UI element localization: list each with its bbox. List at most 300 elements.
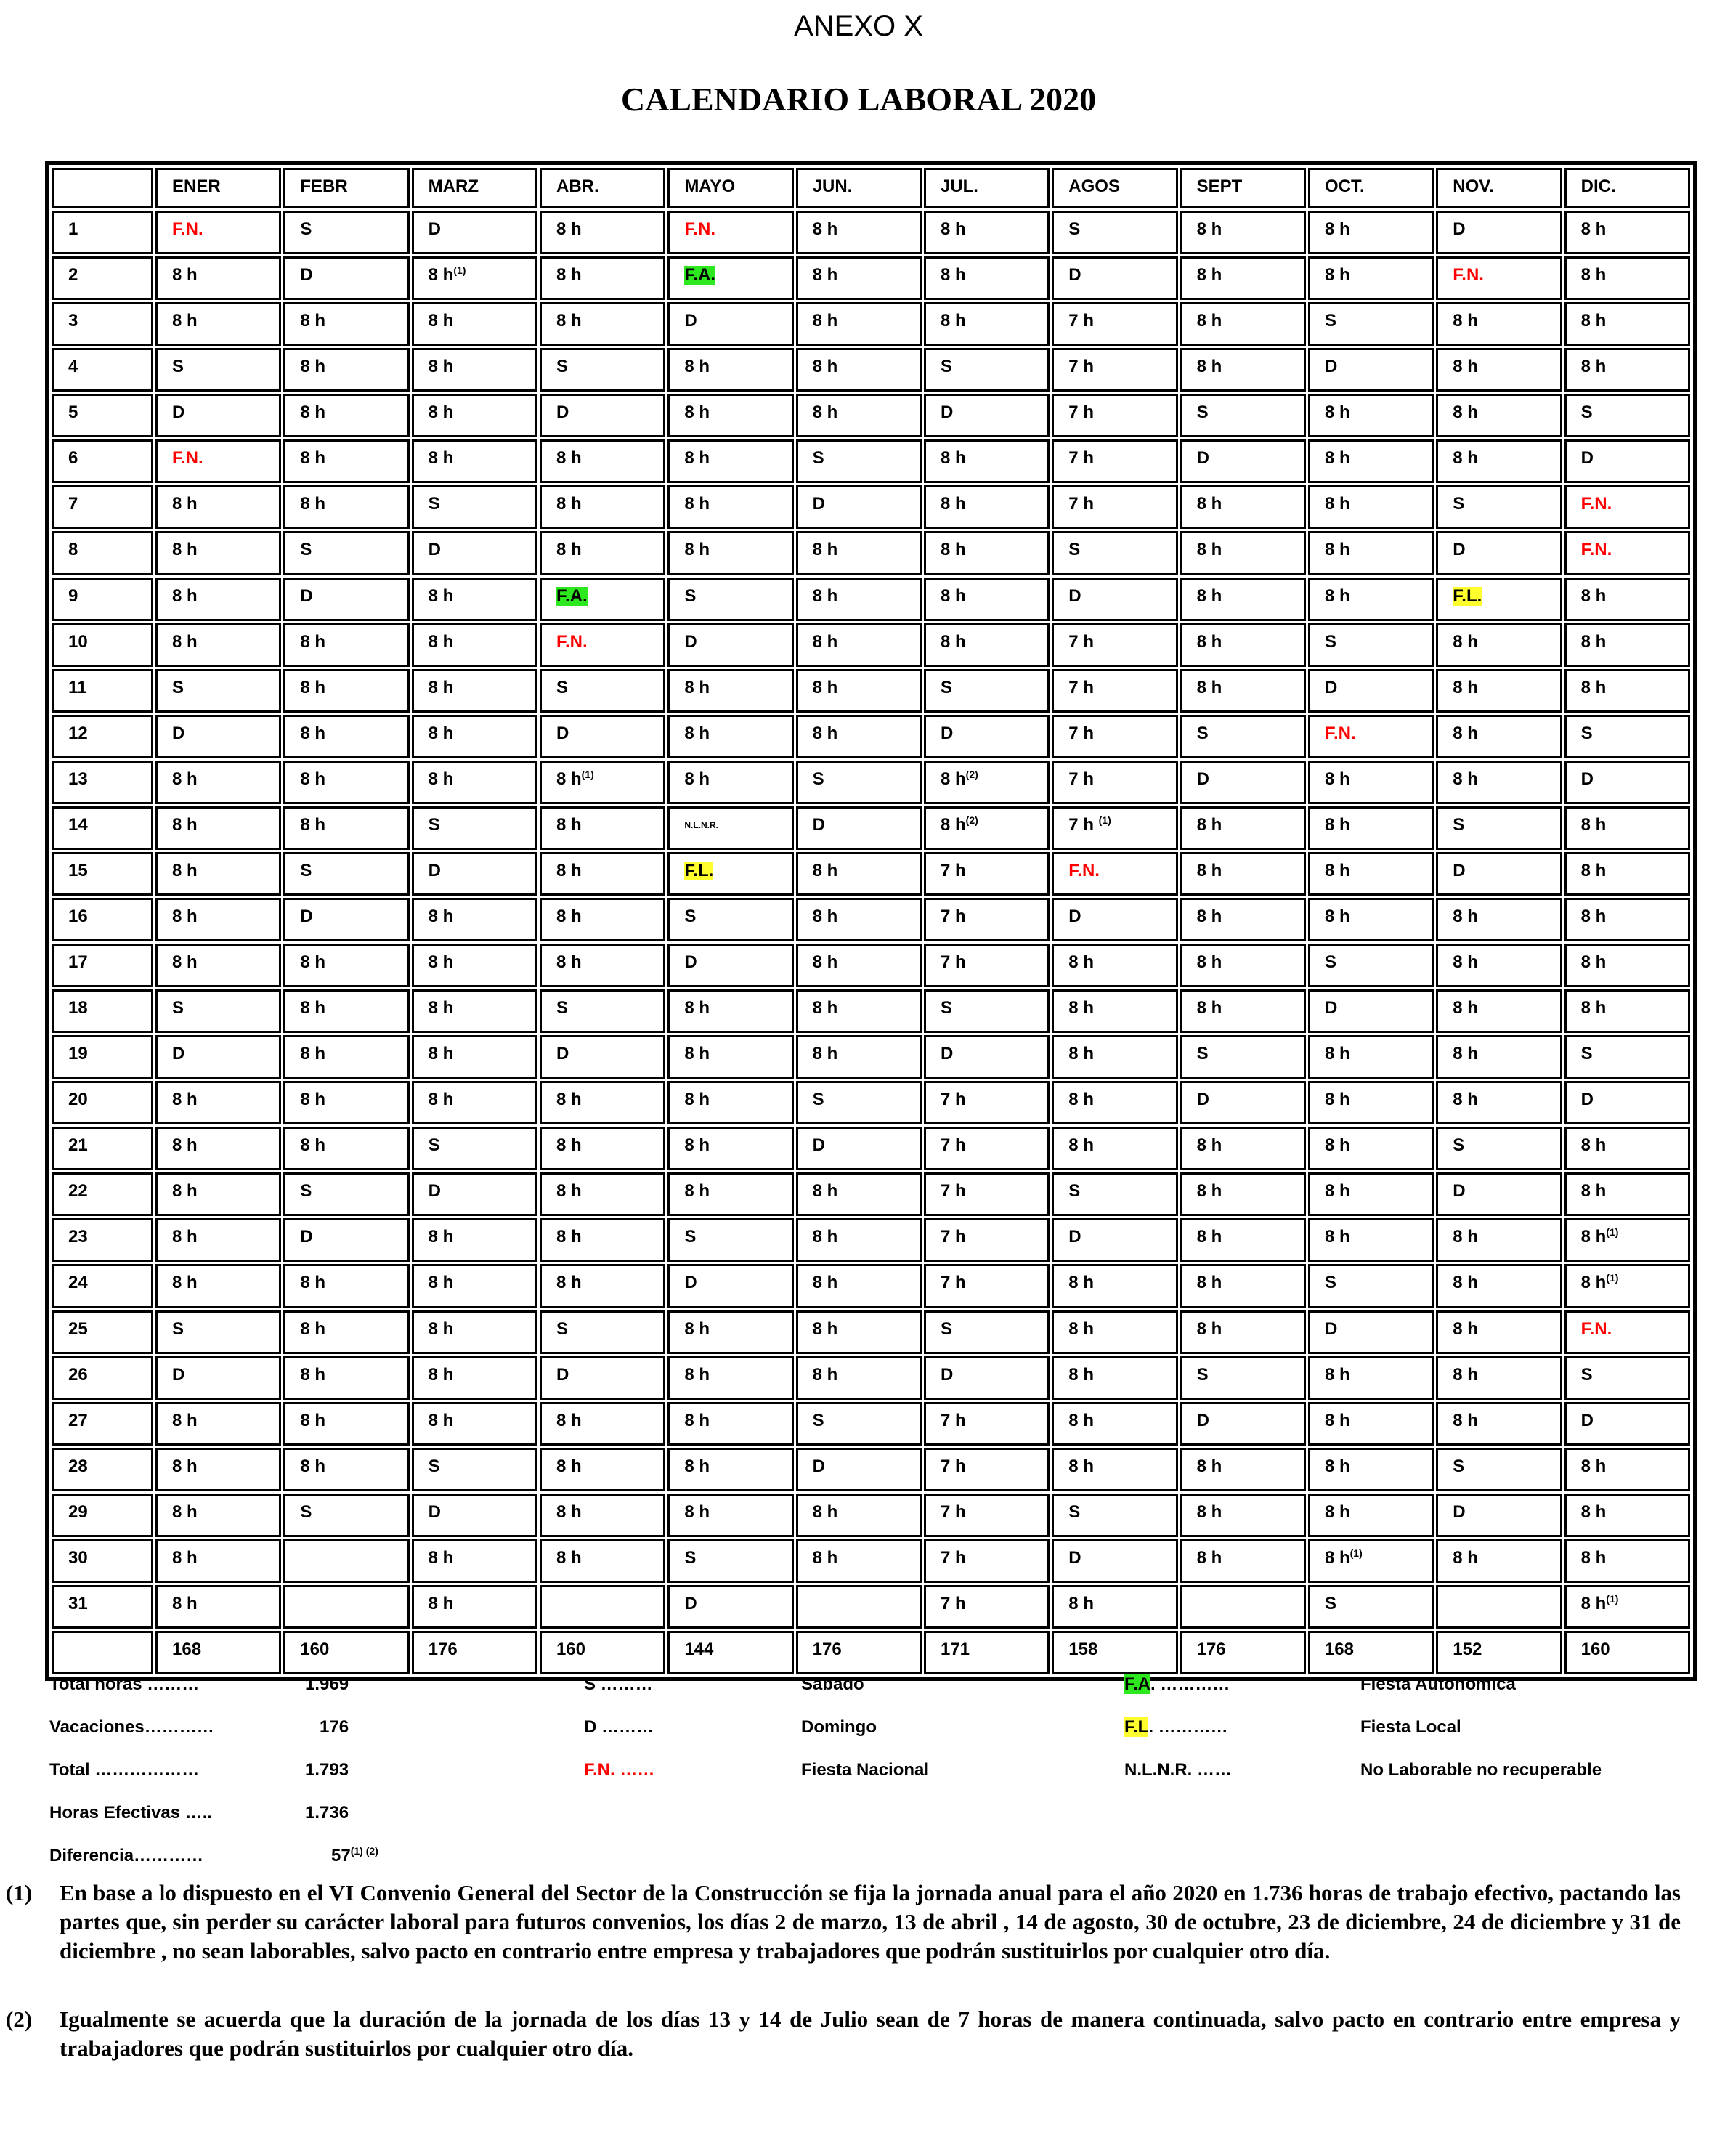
cell-value: S [812, 1410, 824, 1430]
month-total-cell [283, 1631, 409, 1674]
cell-value: 8 h [300, 769, 326, 789]
cell-value: 8 h [1196, 952, 1222, 972]
total-horas-value: 1.969 [305, 1674, 349, 1694]
cell-value: 8 h [556, 906, 582, 926]
cell-value: 8 h [1196, 1547, 1222, 1568]
day-cell [283, 531, 409, 575]
cell-value: F.L. [1453, 585, 1482, 606]
day-cell [155, 1402, 281, 1446]
legend-fn-text: Fiesta Nacional [801, 1760, 930, 1780]
cell-value: S [684, 585, 697, 606]
cell-value: 8 h [1068, 1135, 1094, 1156]
cell-value: 168 [172, 1639, 202, 1659]
day-number: 26 [68, 1364, 88, 1385]
cell-value: 8 h [556, 814, 582, 835]
day-cell [1052, 1356, 1177, 1400]
day-cell [796, 1585, 922, 1629]
day-number-cell [52, 898, 153, 941]
cell-value: 8 h [428, 1364, 454, 1385]
cell-value: D [428, 219, 441, 239]
day-cell [540, 394, 665, 437]
month-label: OCT. [1324, 177, 1365, 196]
day-cell [1180, 439, 1306, 483]
footnote-1-text: En base a lo dispuesto en el VI Convenio General del Sector de la Construcción se fija la jornada anual para el año 2020 en 1.736 horas de trabajo efectivo, pactando las partes que, sin perder su carácter laboral para futuros convenios, los días 2 de marzo, 13 de abril , 14 de agosto, 30 de octubre, 23 de diciembre, 24 de diciembre y 31 de diciembre , no sean laborables, salvo pacto en contrario entre empresa y trabajadores que podrán sustituirlos por cualquier otro día. [60, 1880, 1681, 1963]
day-number: 8 [68, 540, 78, 560]
cell-value: 8 h [1196, 860, 1222, 880]
day-cell [1436, 806, 1562, 850]
day-cell [412, 1356, 537, 1400]
day-cell [412, 578, 537, 621]
cell-value: 8 h [1580, 1456, 1607, 1476]
cell-value: D [684, 952, 697, 972]
day-number: 7 [68, 494, 78, 514]
day-cell [1308, 1035, 1434, 1079]
cell-value: 8 h [556, 494, 582, 514]
day-number: 12 [68, 723, 88, 743]
cell-value: 8 h [300, 311, 326, 331]
day-cell [667, 578, 793, 621]
cell-value: 7 h $^{(1)}$ [1068, 814, 1111, 835]
day-cell [1052, 531, 1177, 575]
cell-value: 8 h [300, 1135, 326, 1156]
day-cell [540, 1081, 665, 1124]
day-cell [924, 989, 1050, 1033]
cell-value: S [1324, 1593, 1336, 1613]
cell-value: 8 h [172, 769, 198, 789]
day-number-cell [52, 348, 153, 392]
cell-value: 7 h [940, 1273, 966, 1293]
day-cell [924, 1356, 1050, 1400]
day-number-cell [52, 623, 153, 667]
day-number: 2 [68, 265, 78, 285]
day-cell [924, 852, 1050, 896]
day-cell [1052, 1539, 1177, 1583]
day-cell [1180, 348, 1306, 392]
day-row [52, 944, 1690, 987]
day-cell [283, 1448, 409, 1491]
cell-value: D [556, 1364, 569, 1385]
day-cell [796, 944, 922, 987]
day-cell [1052, 1081, 1177, 1124]
cell-value: 8 h [1453, 1318, 1478, 1339]
cell-value: 8 h [172, 1456, 198, 1476]
day-row [52, 761, 1690, 804]
cell-value: D [428, 860, 441, 880]
vacaciones-value: 176 [320, 1717, 349, 1737]
day-cell [1436, 211, 1562, 254]
day-cell [796, 715, 922, 758]
month-label: ENER [172, 177, 221, 196]
month-header [1308, 168, 1434, 208]
cell-value: 8 h [812, 860, 838, 880]
cell-value: F.N. [684, 219, 715, 239]
cell-value: 8 h [812, 1547, 838, 1568]
cell-value: D [684, 1273, 697, 1293]
day-number-cell [52, 531, 153, 575]
cell-value: 8 h [300, 1410, 326, 1430]
day-cell [667, 394, 793, 437]
day-cell [540, 1035, 665, 1079]
month-total-cell [1564, 1631, 1690, 1674]
day-cell [1564, 211, 1690, 254]
cell-value: 8 h [172, 860, 198, 880]
cell-value: D [1068, 1227, 1081, 1247]
cell-value: 8 h [812, 906, 838, 926]
day-cell [1308, 944, 1434, 987]
cell-value: 171 [940, 1639, 970, 1659]
cell-value: 8 h [428, 1227, 454, 1247]
cell-value: 8 h [1068, 1410, 1094, 1430]
day-cell [540, 1127, 665, 1170]
day-number: 4 [68, 357, 78, 377]
day-cell [1180, 485, 1306, 529]
day-number: 19 [68, 1044, 88, 1064]
day-cell [1436, 1539, 1562, 1583]
cell-value: 8 h [1196, 998, 1222, 1018]
cell-value: 8 h [172, 1410, 198, 1430]
day-cell [1436, 852, 1562, 896]
legend-d-text: Domingo [801, 1717, 877, 1737]
day-cell [1436, 1310, 1562, 1354]
cell-value: 8 h [1580, 311, 1607, 331]
cell-value: 8 h [1324, 1044, 1350, 1064]
cell-value: 8 h [1324, 769, 1350, 789]
cell-value: 8 h [428, 1318, 454, 1339]
day-cell [412, 715, 537, 758]
cell-value: 176 [428, 1639, 458, 1659]
day-cell [1308, 1172, 1434, 1216]
day-cell [1564, 531, 1690, 575]
cell-value: 8 h [428, 1090, 454, 1110]
cell-value: F.N. [172, 448, 203, 469]
day-cell [1180, 669, 1306, 713]
day-number-cell [52, 1402, 153, 1446]
day-number: 29 [68, 1502, 88, 1522]
cell-value: 8 h [1196, 1181, 1222, 1201]
day-cell [1308, 302, 1434, 346]
total-horas-label: Total horas ……… [49, 1674, 200, 1694]
day-cell [924, 1081, 1050, 1124]
day-number-cell [52, 1356, 153, 1400]
cell-value: D [300, 1227, 313, 1247]
cell-value: 7 h [1068, 448, 1094, 469]
cell-value: 8 h [556, 1502, 582, 1522]
day-cell [924, 348, 1050, 392]
month-label: MAYO [684, 177, 736, 196]
day-cell [667, 1310, 793, 1354]
cell-value: 8 h [1453, 1044, 1478, 1064]
day-number: 14 [68, 814, 88, 835]
cell-value: D [812, 494, 825, 514]
day-cell [1052, 1310, 1177, 1354]
cell-value: D [684, 1593, 697, 1613]
cell-value: 8 h [300, 1318, 326, 1339]
cell-value: 8 h [1453, 769, 1478, 789]
cell-value: 8 h [172, 585, 198, 606]
cell-value: 7 h [1068, 723, 1094, 743]
day-row [52, 1402, 1690, 1446]
cell-value: 8 h [1324, 494, 1350, 514]
cell-value: 8 h [684, 494, 710, 514]
calendar-table [49, 166, 1692, 1677]
month-total-cell [412, 1631, 537, 1674]
cell-value: 8 h [1453, 723, 1478, 743]
day-cell [1180, 531, 1306, 575]
day-cell [667, 1356, 793, 1400]
cell-value: 8 $h^{(1)}$ [1580, 1592, 1619, 1613]
day-cell [667, 898, 793, 941]
legend-fa-dots: . ………… [1150, 1674, 1230, 1694]
cell-value: D [1196, 1410, 1209, 1430]
day-cell [155, 302, 281, 346]
day-cell [796, 348, 922, 392]
cell-value: D [1196, 448, 1209, 469]
cell-value: F.N. [1453, 265, 1484, 285]
day-cell [667, 1494, 793, 1537]
day-cell [540, 302, 665, 346]
cell-value: 8 h [1324, 860, 1350, 880]
day-cell [1308, 852, 1434, 896]
cell-value: 8 h [812, 952, 838, 972]
cell-value: 8 h [1324, 540, 1350, 560]
cell-value: 8 h [1196, 1502, 1222, 1522]
day-cell [1564, 944, 1690, 987]
day-number-cell [52, 761, 153, 804]
day-cell [1180, 256, 1306, 300]
day-row [52, 1218, 1690, 1262]
day-cell [924, 1585, 1050, 1629]
day-cell [667, 1448, 793, 1491]
cell-value: D [300, 906, 313, 926]
cell-value: 8 h [1580, 998, 1607, 1018]
legend-s-text: Sábado [801, 1674, 864, 1694]
day-cell [924, 1035, 1050, 1079]
cell-value: 8 h [684, 998, 710, 1018]
day-cell [540, 1218, 665, 1262]
day-cell [796, 1218, 922, 1262]
cell-value: D [428, 1181, 441, 1201]
cell-value: S [1580, 402, 1593, 423]
day-cell [1180, 761, 1306, 804]
day-cell [540, 485, 665, 529]
month-header [924, 168, 1050, 208]
cell-value: 8 h [172, 1135, 198, 1156]
cell-value: S [940, 998, 952, 1018]
cell-value: 8 h [428, 448, 454, 469]
day-cell [1564, 806, 1690, 850]
day-cell [1180, 394, 1306, 437]
day-cell [667, 1035, 793, 1079]
cell-value: 8 h [556, 1410, 582, 1430]
month-total-cell [924, 1631, 1050, 1674]
cell-value: 8 h [556, 540, 582, 560]
day-row [52, 1356, 1690, 1400]
day-cell [412, 256, 537, 300]
day-cell [1564, 989, 1690, 1033]
cell-value: 8 h [1453, 1410, 1478, 1430]
day-cell [1180, 1035, 1306, 1079]
month-total-cell [796, 1631, 922, 1674]
day-cell [412, 669, 537, 713]
day-cell [283, 439, 409, 483]
day-cell [155, 394, 281, 437]
day-number-cell [52, 1264, 153, 1308]
day-row [52, 394, 1690, 437]
cell-value: 8 h [1453, 952, 1478, 972]
cell-value: 8 h [1068, 952, 1094, 972]
cell-value: 8 h [812, 357, 838, 377]
day-number: 16 [68, 906, 88, 926]
day-cell [155, 1127, 281, 1170]
cell-value: 8 h [556, 952, 582, 972]
day-cell [796, 1539, 922, 1583]
cell-value: 8 h [1324, 448, 1350, 469]
day-cell [155, 1264, 281, 1308]
day-cell [1180, 1172, 1306, 1216]
day-cell [924, 1402, 1050, 1446]
cell-value: D [556, 1044, 569, 1064]
cell-value: 8 h [812, 1181, 838, 1201]
cell-value: 8 h [556, 1547, 582, 1568]
day-cell [540, 1402, 665, 1446]
cell-value: 8 h [300, 1273, 326, 1293]
cell-value: 8 h [812, 1502, 838, 1522]
cell-value: 8 h [1453, 448, 1478, 469]
cell-value: F.A. [556, 585, 588, 606]
day-cell [1436, 1081, 1562, 1124]
day-cell [924, 394, 1050, 437]
day-cell [1436, 1127, 1562, 1170]
day-cell [412, 1448, 537, 1491]
day-row [52, 348, 1690, 392]
day-cell [1308, 989, 1434, 1033]
cell-value: D [1196, 769, 1209, 789]
cell-value: 8 h [812, 1044, 838, 1064]
month-header [412, 168, 537, 208]
day-cell [1052, 1585, 1177, 1629]
cell-value: 8 h [684, 357, 710, 377]
day-cell [1180, 1402, 1306, 1446]
cell-value: 8 h [1196, 357, 1222, 377]
day-cell [1052, 485, 1177, 529]
horas-efectivas-label: Horas Efectivas ….. [49, 1803, 213, 1823]
day-cell [667, 348, 793, 392]
cell-value: D [1580, 769, 1594, 789]
day-cell [540, 1585, 665, 1629]
month-header [1052, 168, 1177, 208]
day-cell [283, 989, 409, 1033]
cell-value: 7 h [940, 1090, 966, 1110]
day-number-cell [52, 1585, 153, 1629]
day-cell [412, 1264, 537, 1308]
day-cell [796, 989, 922, 1033]
cell-value: 8 h [684, 1410, 710, 1430]
day-cell [155, 1081, 281, 1124]
cell-value: 8 h [940, 265, 966, 285]
cell-value: F.N. [1068, 860, 1100, 880]
cell-value: 8 h [300, 1044, 326, 1064]
day-cell [283, 302, 409, 346]
cell-value: S [300, 1181, 312, 1201]
day-cell [412, 1172, 537, 1216]
cell-value: 8 $h^{(1)}$ [1580, 1226, 1619, 1247]
cell-value: S [1453, 814, 1465, 835]
day-number-cell [52, 1218, 153, 1262]
cell-value: 8 h [1196, 677, 1222, 697]
day-cell [796, 1356, 922, 1400]
cell-value: 8 $h^{(1)}$ [1580, 1272, 1619, 1293]
cell-value: D [812, 1456, 825, 1476]
day-cell [540, 944, 665, 987]
day-cell [283, 944, 409, 987]
day-cell [1308, 1218, 1434, 1262]
day-cell [283, 898, 409, 941]
day-cell [1052, 302, 1177, 346]
day-cell [1052, 1035, 1177, 1079]
legend-fl-text: Fiesta Local [1360, 1717, 1461, 1737]
cell-value: S [940, 1318, 952, 1339]
day-cell [796, 1081, 922, 1124]
cell-value: 8 h [172, 1090, 198, 1110]
cell-value: 8 h [428, 906, 454, 926]
month-total-cell [1308, 1631, 1434, 1674]
month-label: SEPT [1196, 177, 1243, 196]
cell-value: D [1453, 219, 1466, 239]
cell-value: D [172, 402, 185, 423]
day-row [52, 1585, 1690, 1629]
cell-value: 8 h [684, 1318, 710, 1339]
day-cell [1052, 348, 1177, 392]
legend-d [584, 1717, 654, 1738]
day-cell [924, 944, 1050, 987]
cell-value: 8 h [1324, 265, 1350, 285]
day-number: 31 [68, 1593, 88, 1613]
legend-fn-abbr: F.N. [584, 1760, 615, 1780]
cell-value: 160 [556, 1639, 586, 1659]
day-cell [1308, 394, 1434, 437]
cell-value: S [300, 1502, 312, 1522]
day-cell [540, 1494, 665, 1537]
cell-value: 7 h [940, 1181, 966, 1201]
cell-value: 8 h [300, 494, 326, 514]
day-cell [1052, 715, 1177, 758]
cell-value: D [1324, 1318, 1338, 1339]
day-cell [1564, 1448, 1690, 1491]
day-cell [1564, 715, 1690, 758]
cell-value: S [1453, 494, 1465, 514]
cell-value: S [1068, 1181, 1081, 1201]
header-corner-cell [52, 168, 153, 208]
cell-value: 8 h [428, 1273, 454, 1293]
month-header [667, 168, 793, 208]
day-cell [283, 1081, 409, 1124]
day-cell [667, 852, 793, 896]
cell-value: S [1068, 540, 1081, 560]
day-cell [1564, 485, 1690, 529]
day-row [52, 1264, 1690, 1308]
day-cell [1052, 211, 1177, 254]
day-number-cell [52, 852, 153, 896]
cell-value: 8 h [1324, 1456, 1350, 1476]
day-cell [1564, 1035, 1690, 1079]
cell-value: S [556, 998, 568, 1018]
day-cell [796, 623, 922, 667]
cell-value: 8 h [428, 1044, 454, 1064]
day-cell [412, 485, 537, 529]
cell-value: 8 h [940, 540, 966, 560]
day-cell [1436, 761, 1562, 804]
day-cell [283, 1172, 409, 1216]
